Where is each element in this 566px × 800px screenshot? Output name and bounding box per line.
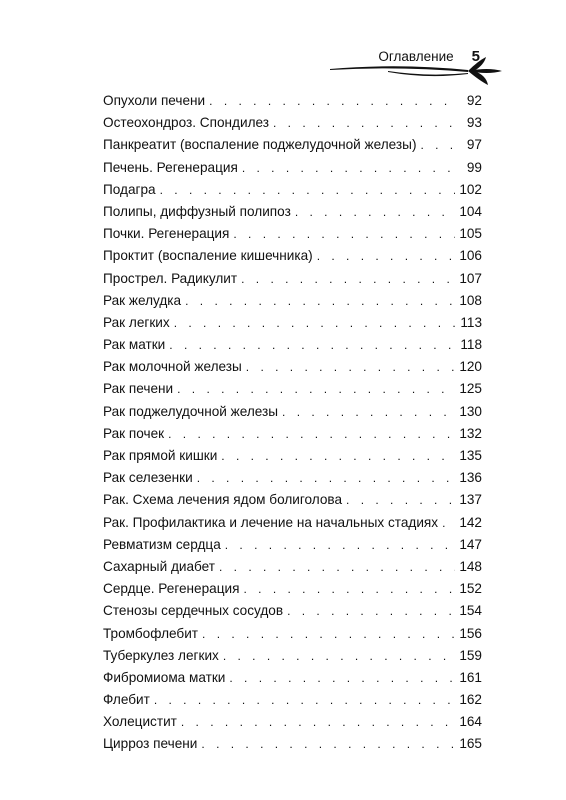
dot-leader <box>346 493 455 507</box>
dot-leader <box>219 560 455 574</box>
toc-entry-page: 147 <box>459 536 482 552</box>
toc-entry[interactable] <box>103 226 482 248</box>
toc-entry[interactable] <box>103 559 482 581</box>
dot-leader <box>168 427 455 441</box>
dot-leader <box>229 671 455 685</box>
toc-entry-page: 108 <box>459 292 482 308</box>
toc-entry[interactable] <box>103 337 482 359</box>
toc-entry-page: 161 <box>459 669 482 685</box>
dot-leader <box>317 249 456 263</box>
dot-leader <box>241 272 455 286</box>
dot-leader <box>160 183 456 197</box>
toc-entry[interactable] <box>103 714 482 736</box>
toc-entry-page: 105 <box>459 226 482 242</box>
dot-leader <box>225 538 456 552</box>
toc-entry[interactable] <box>103 359 482 381</box>
toc-entry-page: 120 <box>459 359 482 375</box>
toc-entry-title: Ревматизм сердца <box>103 536 221 552</box>
toc-entry[interactable] <box>103 692 482 714</box>
toc-entry-page: 132 <box>459 425 482 441</box>
toc-entry[interactable] <box>103 271 482 293</box>
dot-leader <box>169 338 456 352</box>
toc-entry-page: 164 <box>459 714 482 730</box>
toc-entry-title: Рак. Профилактика и лечение на начальных стадиях <box>103 514 439 530</box>
dot-leader <box>177 382 455 396</box>
dot-leader <box>223 649 455 663</box>
toc-entry[interactable] <box>103 736 482 758</box>
toc-entry[interactable] <box>103 381 482 403</box>
toc-entry-title: Рак молочной железы <box>103 359 242 375</box>
toc-entry-title: Панкреатит (воспаление поджелудочной железы) <box>103 137 417 153</box>
toc-entry-title: Флебит <box>103 692 150 708</box>
toc-entry-page: 142 <box>459 514 482 530</box>
dot-leader <box>185 294 455 308</box>
toc-entry-page: 152 <box>459 581 482 597</box>
toc-entry-page: 154 <box>459 603 482 619</box>
dot-leader <box>209 94 456 108</box>
toc-entry-title: Проктит (воспаление кишечника) <box>103 248 313 264</box>
dot-leader <box>420 138 456 152</box>
toc-entry-title: Туберкулез легких <box>103 647 219 663</box>
toc-entry-title: Рак легких <box>103 314 170 330</box>
toc-entry-page: 162 <box>459 692 482 708</box>
toc-entry-title: Опухоли печени <box>103 93 206 108</box>
toc-entry-page: 137 <box>459 492 482 508</box>
table-of-contents <box>103 93 482 759</box>
toc-entry[interactable] <box>103 648 482 670</box>
leaf-ornament-icon <box>328 55 504 87</box>
toc-entry-page: 99 <box>466 159 482 175</box>
toc-entry-title: Сахарный диабет <box>103 558 215 574</box>
toc-entry[interactable] <box>103 626 482 648</box>
toc-entry[interactable] <box>103 404 482 426</box>
toc-entry-page: 159 <box>459 647 482 663</box>
toc-entry-title: Почки. Регенерация <box>103 226 230 242</box>
dot-leader <box>174 316 456 330</box>
dot-leader <box>154 693 455 707</box>
toc-entry-title: Рак поджелудочной железы <box>103 403 279 419</box>
toc-entry[interactable] <box>103 470 482 492</box>
toc-entry-title: Сердце. Регенерация <box>103 581 240 597</box>
toc-entry-page: 93 <box>466 115 482 131</box>
toc-entry-title: Рак. Схема лечения ядом болиголова <box>103 492 343 508</box>
dot-leader <box>197 471 456 485</box>
toc-entry-title: Рак селезенки <box>103 470 193 486</box>
dot-leader <box>181 715 455 729</box>
toc-entry[interactable] <box>103 603 482 625</box>
toc-entry[interactable] <box>103 537 482 559</box>
toc-entry-page: 92 <box>466 93 482 108</box>
toc-entry[interactable] <box>103 248 482 270</box>
toc-entry[interactable] <box>103 515 482 537</box>
toc-entry-title: Рак прямой кишки <box>103 448 218 463</box>
toc-entry-page: 102 <box>459 181 482 197</box>
page-number: 5 <box>471 48 480 65</box>
toc-entry[interactable] <box>103 448 482 470</box>
dot-leader <box>287 604 455 618</box>
toc-entry[interactable] <box>103 182 482 204</box>
dot-leader <box>202 627 455 641</box>
dot-leader <box>295 205 456 219</box>
toc-entry[interactable] <box>103 115 482 137</box>
toc-entry-title: Рак желудка <box>103 292 182 308</box>
toc-entry-title: Цирроз печени <box>103 736 198 752</box>
toc-entry[interactable] <box>103 293 482 315</box>
toc-entry-page: 135 <box>459 448 482 463</box>
toc-entry-page: 107 <box>459 270 482 286</box>
toc-entry[interactable] <box>103 492 482 514</box>
toc-entry-title: Остеохондроз. Спондилез <box>103 115 270 131</box>
toc-entry-page: 156 <box>459 625 482 641</box>
toc-entry[interactable] <box>103 426 482 448</box>
toc-entry-page: 148 <box>459 558 482 574</box>
toc-entry-page: 165 <box>459 736 482 752</box>
toc-entry-page: 136 <box>459 470 482 486</box>
toc-entry-page: 104 <box>459 203 482 219</box>
dot-leader <box>442 516 455 530</box>
toc-entry-title: Рак матки <box>103 337 166 353</box>
toc-entry-title: Рак печени <box>103 381 174 397</box>
dot-leader <box>221 449 455 463</box>
toc-entry-title: Полипы, диффузный полипоз <box>103 203 291 219</box>
toc-entry[interactable] <box>103 204 482 226</box>
dot-leader <box>273 116 456 130</box>
toc-entry-page: 118 <box>460 337 482 353</box>
toc-entry-title: Рак почек <box>103 425 165 441</box>
toc-entry-page: 125 <box>459 381 482 397</box>
header-title: Оглавление <box>378 49 454 64</box>
toc-entry-page: 113 <box>460 314 482 330</box>
toc-entry-title: Подагра <box>103 181 156 197</box>
toc-entry-title: Фибромиома матки <box>103 669 226 685</box>
dot-leader <box>282 405 455 419</box>
toc-entry[interactable] <box>103 137 482 159</box>
dot-leader <box>233 227 455 241</box>
toc-entry[interactable] <box>103 581 482 603</box>
dot-leader <box>246 360 456 374</box>
toc-entry-page: 97 <box>466 137 482 153</box>
dot-leader <box>201 737 455 751</box>
toc-entry[interactable] <box>103 160 482 182</box>
toc-entry-title: Холецистит <box>103 714 177 730</box>
toc-entry-title: Прострел. Радикулит <box>103 270 238 286</box>
toc-entry-title: Тромбофлебит <box>103 625 199 641</box>
toc-entry[interactable] <box>103 670 482 692</box>
toc-entry-title: Стенозы сердечных сосудов <box>103 603 284 619</box>
dot-leader <box>243 582 455 596</box>
toc-entry-title: Печень. Регенерация <box>103 159 238 175</box>
toc-entry[interactable] <box>103 315 482 337</box>
toc-entry-page: 130 <box>459 403 482 419</box>
toc-entry-page: 106 <box>459 248 482 264</box>
toc-entry[interactable] <box>103 93 482 115</box>
dot-leader <box>242 161 456 175</box>
